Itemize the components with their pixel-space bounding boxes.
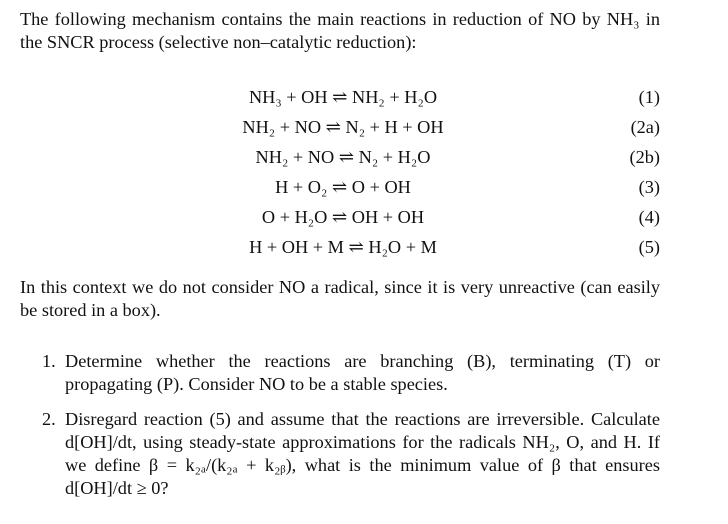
question-item <box>20 350 660 396</box>
question-text: Determine whether the reactions are branching (B), terminating (T) or propagating (P). Consider NO to be a stable species. <box>65 351 660 394</box>
context-paragraph: In this context we do not consider NO a radical, since it is very unreactive (can easily be stored in a box). <box>20 277 660 320</box>
reaction-row <box>20 202 660 232</box>
reaction-equation: O + H₂O ⇌ OH + OH <box>261 207 425 227</box>
reaction-row <box>20 112 660 142</box>
reaction-equation: H + OH + M ⇌ H₂O + M <box>249 237 437 257</box>
question-number: 1. <box>42 351 56 371</box>
reaction-equation: H + O₂ ⇌ O + OH <box>275 177 411 197</box>
intro-paragraph: The following mechanism contains the main reactions in reduction of NO by NH₃ in the SNCR process (selective non–catalytic reduction): <box>20 9 660 52</box>
question-text: Disregard reaction (5) and assume that the reactions are irreversible. Calculate d[OH]/dt, using steady-state approximations for the radicals NH₂, O, and H. If we define β = k₂ₐ/(k₂ₐ + k₂ᵦ), what is the minimum value of β that ensures d[OH]/dt ≥ 0? <box>65 409 660 498</box>
question-number: 2. <box>42 409 56 429</box>
reaction-number: (1) <box>638 87 660 107</box>
reaction-row <box>20 142 660 172</box>
reaction-row <box>20 82 660 112</box>
reaction-equation: NH₃ + OH ⇌ NH₂ + H₂O <box>248 87 438 107</box>
document-page <box>20 6 660 512</box>
question-item <box>20 408 660 500</box>
question-list <box>20 350 660 500</box>
reaction-row <box>20 172 660 202</box>
reaction-number: (3) <box>638 177 660 197</box>
reaction-row <box>20 232 660 262</box>
reaction-equation: NH₂ + NO ⇌ N₂ + H₂O <box>255 147 431 167</box>
reaction-number: (2a) <box>630 117 660 137</box>
reaction-number: (2b) <box>629 147 660 167</box>
reaction-equation: NH₂ + NO ⇌ N₂ + H + OH <box>242 117 444 137</box>
reaction-mechanism <box>20 82 660 262</box>
reaction-number: (4) <box>638 207 660 227</box>
reaction-number: (5) <box>638 237 660 257</box>
